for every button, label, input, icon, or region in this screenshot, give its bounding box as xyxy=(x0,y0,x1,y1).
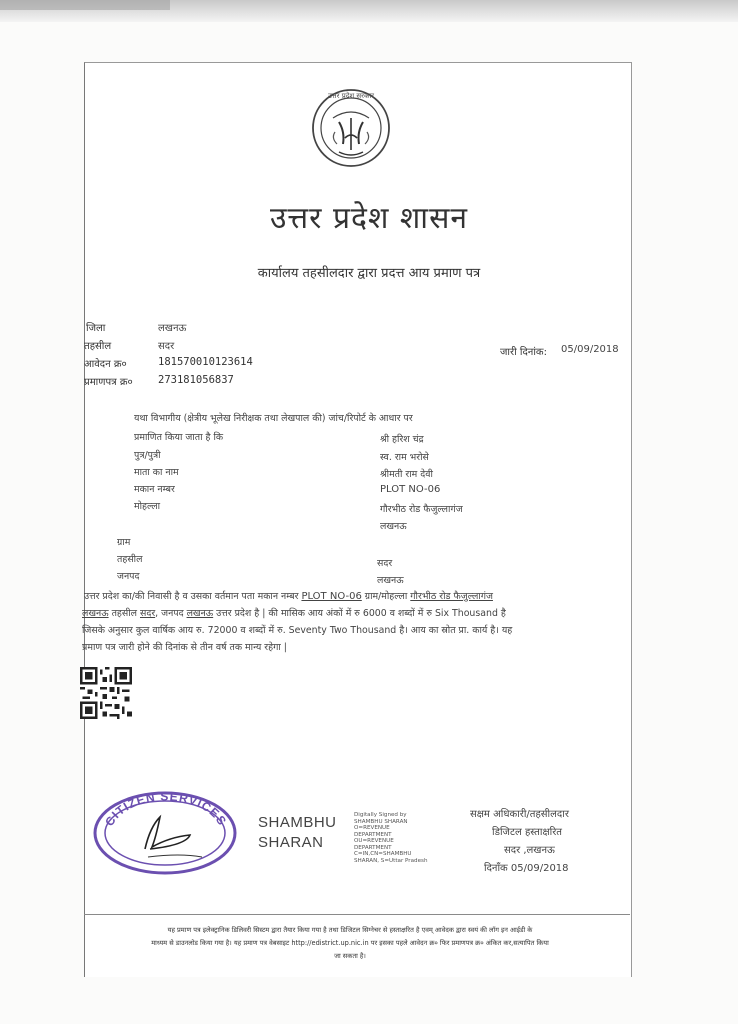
detail-district-label: जनपद xyxy=(117,571,140,582)
qr-code xyxy=(80,667,132,719)
certificate-subtitle: कार्यालय तहसीलदार द्वारा प्रदत्त आय प्रमाण पत्र xyxy=(257,266,481,281)
tehsil-value: सदर xyxy=(158,341,175,352)
application-number: 181570010123614 xyxy=(158,356,253,368)
para-city: लखनऊ xyxy=(82,608,109,619)
district-value: लखनऊ xyxy=(158,323,187,334)
para-text: , जनपद xyxy=(155,608,187,619)
paragraph-line-1 xyxy=(84,588,493,605)
emblem-text: उत्तर प्रदेश सरकार xyxy=(327,92,375,100)
issue-date: 05/09/2018 xyxy=(561,344,619,355)
authority-location: सदर ,लखनऊ xyxy=(504,845,555,856)
certificate-title: उत्तर प्रदेश शासन xyxy=(269,201,468,236)
para-mohalla: गौरभीठ रोड फैजुल्लागंज xyxy=(410,591,493,602)
footer-line-3: जा सकता है। xyxy=(334,952,366,960)
svg-text:CITIZEN SERVICES xyxy=(102,789,229,828)
detail-tehsil-value: सदर xyxy=(377,558,393,569)
mother-name-label: माता का नाम xyxy=(134,467,179,478)
para-house-number: PLOT NO-06 xyxy=(301,591,362,602)
house-number: PLOT NO-06 xyxy=(380,484,441,495)
digital-line: Digitally Signed by xyxy=(354,812,407,818)
footer-line-1: यह प्रमाण पत्र इलेक्ट्रानिक डिलिवरी सिस्टम द्वारा तैयार किया गया है तथा डिजिटल सिग्नेचर से हस्ताक्षरित है एवम् आवेदक द्वारा स्वयं की लॉग इन आईडी के xyxy=(167,926,533,934)
digital-line: C=IN,CN=SHAMBHU xyxy=(354,851,412,857)
citizen-services-stamp xyxy=(90,787,240,877)
digital-signature-details xyxy=(354,812,428,864)
paragraph-line-3: जिसके अनुसार कुल वार्षिक आय रु. 72000 व शब्दों में रु. Seventy Two Thousand है। आय का स्रोत प्रा. कार्य है। यह xyxy=(82,625,513,636)
digital-line: SHARAN, S=Uttar Pradesh xyxy=(354,857,428,864)
para-text: तहसील xyxy=(108,608,140,619)
tehsil-label: तहसील xyxy=(84,341,112,352)
certify-label: प्रमाणित किया जाता है कि xyxy=(134,432,224,443)
footer-divider xyxy=(84,914,630,915)
mother-name: श्रीमती राम देवी xyxy=(380,469,433,480)
digital-line: DEPARTMENT xyxy=(354,844,392,851)
footer-line-2: माध्यम से डाउनलोड किया गया है। यह प्रमाण पत्र वेबसाइट http://edistrict.up.nic.in पर इसका पहले आवेदन क्र० फिर प्रमाणपत्र क्र० अंकित कर,सत्यापित किया xyxy=(151,939,549,947)
district-label: जिला xyxy=(86,323,106,334)
para-text: ग्राम/मोहल्ला xyxy=(361,591,411,602)
issue-date-label: जारी दिनांक: xyxy=(500,347,547,358)
mohalla-value: गौरभीठ रोड फैजुल्लागंज xyxy=(380,504,463,515)
digital-line: O=REVENUE xyxy=(354,825,390,831)
certificate-number: 273181056837 xyxy=(158,374,234,386)
paragraph-line-4: प्रमाण पत्र जारी होने की दिनांक से तीन वर्ष तक मान्य रहेगा | xyxy=(82,642,287,653)
authority-digital: डिजिटल हस्ताक्षरित xyxy=(492,827,562,838)
father-name: स्व. राम भरोसे xyxy=(380,452,429,463)
signer-name-line-1: SHAMBHU xyxy=(258,814,337,831)
mohalla-city: लखनऊ xyxy=(380,521,407,532)
applicant-name: श्री हरिश चंद्र xyxy=(380,434,424,445)
footer-note xyxy=(70,924,630,963)
detail-tehsil-label: तहसील xyxy=(117,554,143,565)
para-tehsil: सदर xyxy=(140,608,156,619)
digital-line: OU=REVENUE xyxy=(354,838,394,844)
certificate-number-label: प्रमाणपत्र क्र० xyxy=(84,377,133,388)
paragraph-line-2 xyxy=(82,605,506,622)
digital-line: DEPARTMENT xyxy=(354,831,392,838)
scan-top-shadow xyxy=(0,0,170,10)
stamp-text: CITIZEN SERVICES xyxy=(102,789,230,829)
son-of-label: पुत्र/पुत्री xyxy=(134,450,161,461)
enquiry-intro: यथा विभागीय (क्षेत्रीय भूलेख निरीक्षक तथा लेखपाल की) जांच/रिपोर्ट के आधार पर xyxy=(134,413,413,424)
para-text: उत्तर प्रदेश का/की निवासी है व उसका वर्तमान पता मकान नम्बर xyxy=(84,591,302,602)
para-monthly-income: उत्तर प्रदेश है | की मासिक आय अंकों में रु 6000 व शब्दों में रु Six Thousand है xyxy=(213,608,506,619)
village-label: ग्राम xyxy=(117,537,131,548)
digital-line: SHAMBHU SHARAN xyxy=(354,818,408,825)
signer-name-line-2: SHARAN xyxy=(258,834,324,851)
para-district: लखनऊ xyxy=(186,608,214,619)
mohalla-label: मोहल्ला xyxy=(134,501,161,512)
house-number-label: मकान नम्बर xyxy=(134,484,175,495)
application-number-label: आवेदन क्र० xyxy=(84,359,127,370)
authority-date: दिनाँक 05/09/2018 xyxy=(484,863,569,874)
authority-title: सक्षम अधिकारी/तहसीलदार xyxy=(470,809,569,820)
detail-district-value: लखनऊ xyxy=(377,575,404,586)
